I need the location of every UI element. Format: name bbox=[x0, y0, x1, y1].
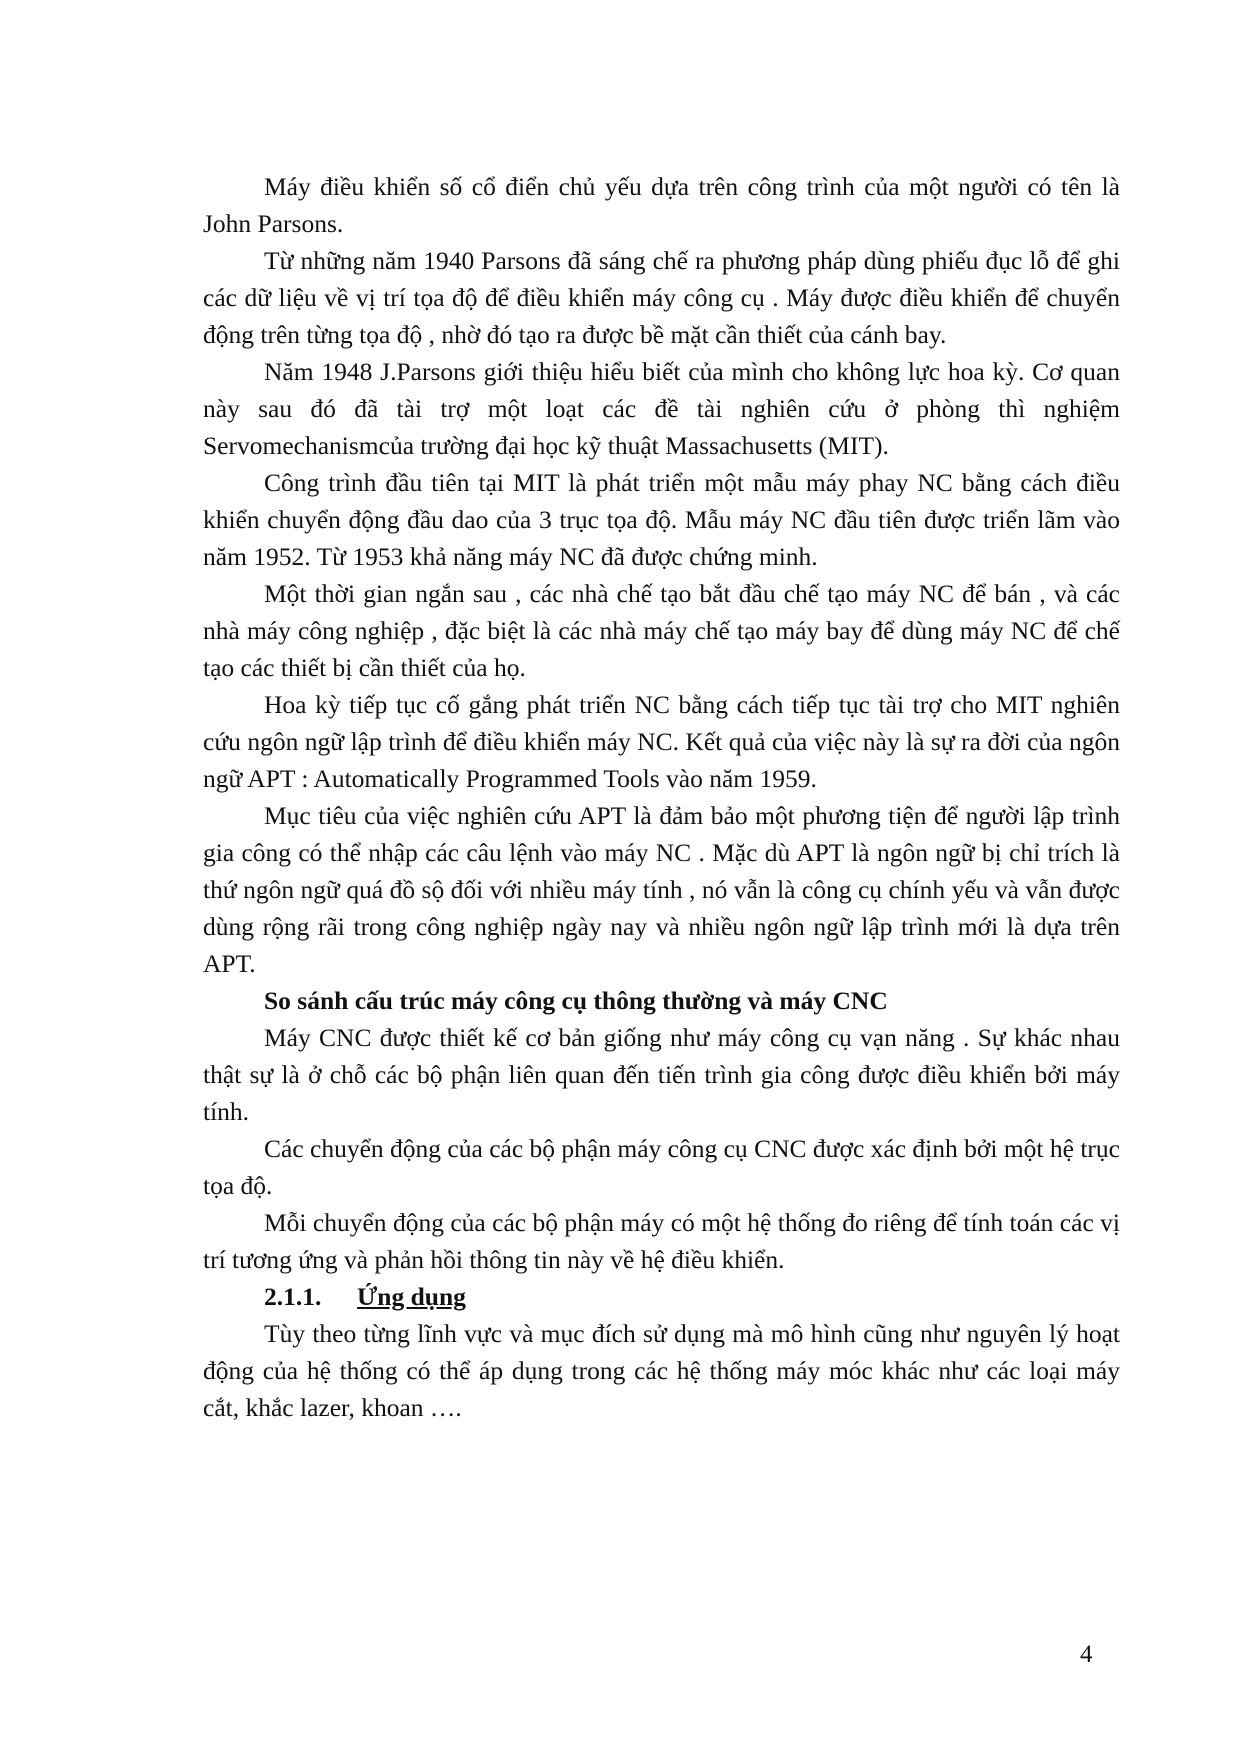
paragraph: Máy điều khiển số cổ điển chủ yếu dựa trên công trình của một người có tên là John Parsons. bbox=[203, 172, 1120, 238]
paragraph: Năm 1948 J.Parsons giới thiệu hiểu biết của mình cho không lực hoa kỳ. Cơ quan này sau đó đã tài trợ một loạt các đề tài nghiên cứu ở phòng thì nghiệm Servomechanismcủa trường đại học kỹ thuật Massachusetts (MIT). bbox=[203, 357, 1120, 460]
section-heading: So sánh cấu trúc máy công cụ thông thường và máy CNC bbox=[264, 986, 888, 1015]
subsection-number: 2.1.1. bbox=[264, 1282, 322, 1311]
page-number: 4 bbox=[1080, 1641, 1093, 1668]
page-body bbox=[203, 168, 1120, 1426]
paragraph: Từ những năm 1940 Parsons đã sáng chế ra phương pháp dùng phiếu đục lỗ để ghi các dữ liệu về vị trí tọa độ để điều khiển máy công cụ . Máy được điều khiển để chuyển động trên từng tọa độ , nhờ đó tạo ra được bề mặt cần thiết của cánh bay. bbox=[203, 246, 1120, 349]
paragraph: Hoa kỳ tiếp tục cố gắng phát triển NC bằng cách tiếp tục tài trợ cho MIT nghiên cứu ngôn ngữ lập trình để điều khiển máy NC. Kết quả của việc này là sự ra đời của ngôn ngữ APT : Automatically Programmed Tools vào năm 1959. bbox=[203, 690, 1120, 793]
paragraph: Máy CNC được thiết kế cơ bản giống như máy công cụ vạn năng . Sự khác nhau thật sự là ở chỗ các bộ phận liên quan đến tiến trình gia công được điều khiển bởi máy tính. bbox=[203, 1023, 1120, 1126]
subsection-heading bbox=[203, 1278, 1120, 1315]
paragraph: Các chuyển động của các bộ phận máy công cụ CNC được xác định bởi một hệ trục tọa độ. bbox=[203, 1134, 1120, 1200]
paragraph: Một thời gian ngắn sau , các nhà chế tạo bắt đầu chế tạo máy NC để bán , và các nhà máy công nghiệp , đặc biệt là các nhà máy chế tạo máy bay để dùng máy NC để chế tạo các thiết bị cần thiết của họ. bbox=[203, 579, 1120, 682]
paragraph: Công trình đầu tiên tại MIT là phát triển một mẫu máy phay NC bằng cách điều khiển chuyển động đầu dao của 3 trục tọa độ. Mẫu máy NC đầu tiên được triển lãm vào năm 1952. Từ 1953 khả năng máy NC đã được chứng minh. bbox=[203, 468, 1120, 571]
paragraph: Mục tiêu của việc nghiên cứu APT là đảm bảo một phương tiện để người lập trình gia công có thể nhập các câu lệnh vào máy NC . Mặc dù APT là ngôn ngữ bị chỉ trích là thứ ngôn ngữ quá đồ sộ đối với nhiều máy tính , nó vẫn là công cụ chính yếu và vẫn được dùng rộng rãi trong công nghiệp ngày nay và nhiều ngôn ngữ lập trình mới là dựa trên APT. bbox=[203, 801, 1120, 978]
subsection-title: Ứng dụng bbox=[357, 1282, 466, 1311]
paragraph: Tùy theo từng lĩnh vực và mục đích sử dụng mà mô hình cũng như nguyên lý hoạt động của hệ thống có thể áp dụng trong các hệ thống máy móc khác như các loại máy cắt, khắc lazer, khoan …. bbox=[203, 1319, 1120, 1422]
paragraph: Mỗi chuyển động của các bộ phận máy có một hệ thống đo riêng để tính toán các vị trí tương ứng và phản hồi thông tin này về hệ điều khiển. bbox=[203, 1208, 1120, 1274]
